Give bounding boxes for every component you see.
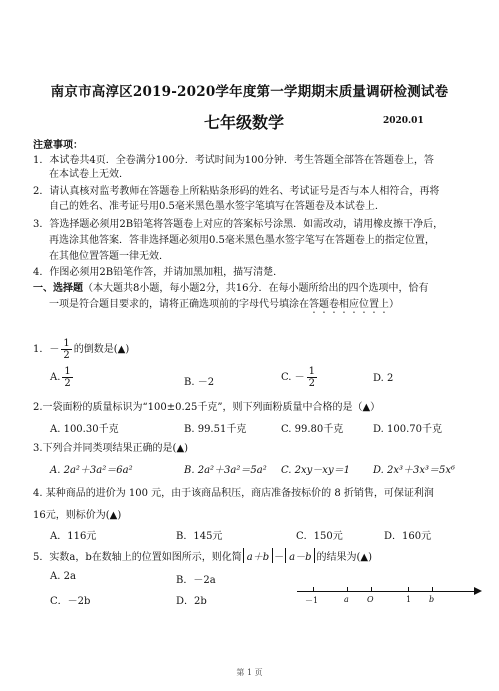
q2-option-d: D. 100.70千克 (373, 424, 443, 435)
exam-subtitle: 七年级数学 (204, 113, 285, 132)
note-line-7: 在其他位置答题一律无效． (49, 251, 169, 262)
label-b: b (429, 595, 435, 604)
q3-option-b: B. 2a²＋3a²＝5a² (184, 465, 267, 476)
q1-option-c-label: C. － (281, 372, 305, 383)
note-line-1: 1．本试卷共4页．全卷满分100分．考试时间为100分钟．考生答题全部答在答题卷上，答 (33, 155, 434, 166)
q1-option-c-fraction (307, 366, 317, 389)
question-4-line-2: 16元，则标价为(▲) (33, 510, 122, 521)
section-desc-1: （本大题共8小题，每小题2分，共16分．在每小题所给出的四个选项中，恰有 (83, 283, 429, 294)
note-line-4: 自己的姓名、准考证号用0.5毫米黑色墨水签字笔填写在答题卷及本试卷上． (49, 201, 385, 212)
q5-text-pre: 5．实数a，b在数轴上的位置如图所示，则化简 (33, 552, 242, 563)
q1-text: 的倒数是(▲) (73, 344, 130, 355)
q5-option-d: D．2b (176, 596, 207, 607)
note-line-8: 4．作图必须用2B铅笔作答，并请加黑加粗，描写清楚． (33, 267, 284, 278)
q5-abs-2: a－b (285, 548, 315, 563)
q1-option-a-label: A. (50, 372, 61, 383)
q3-option-a: A. 2a²＋3a²＝6a² (50, 465, 133, 476)
q1-denominator: 2 (63, 350, 70, 361)
q2-option-a: A. 100.30千克 (50, 424, 119, 435)
q1-option-b: B. －2 (184, 377, 215, 388)
q1-option-c-num: 1 (308, 366, 316, 377)
q1-option-a (50, 366, 75, 389)
q2-option-b: B. 99.51千克 (184, 424, 247, 435)
q1-option-a-num: 1 (64, 366, 71, 377)
q3-option-c: C. 2xy－xy＝1 (281, 465, 350, 476)
q5-option-c: C．－2b (50, 596, 91, 607)
question-1 (33, 338, 129, 361)
q1-option-d: D. 2 (373, 373, 394, 384)
question-3: 3.下列合并同类项结果正确的是(▲) (33, 443, 189, 454)
q1-option-c-den: 2 (308, 378, 316, 389)
section-desc-2a: 一项是符合题目要求的，请将正确选项前的字母代号填涂在 (49, 299, 309, 310)
label-origin: O (367, 595, 374, 604)
label-a: a (344, 595, 349, 604)
q1-number: 1． (33, 344, 50, 355)
section-desc-2b: 答题卷相应位置上 (309, 299, 389, 310)
tick-a (347, 587, 348, 591)
section-desc-line-2 (49, 298, 399, 316)
label-minus-one: －1 (305, 596, 319, 605)
q5-text-post: 的结果为(▲) (316, 552, 372, 563)
q3-option-d: D. 2x³＋3x³＝5x⁶ (373, 465, 456, 476)
q5-abs-1: a＋b (243, 548, 273, 563)
section-label: 一、选择题 (33, 283, 83, 294)
q1-option-c (281, 366, 319, 389)
q5-minus: － (274, 552, 285, 563)
q1-fraction (61, 338, 71, 361)
note-line-5: 3．答选择题必须用2B铅笔将答题卷上对应的答案标号涂黑．如需改动，请用橡皮擦干净后， (33, 219, 444, 230)
question-4-line-1: 4. 某种商品的进价为 100 元，由于该商品积压，商店准备按标价的 8 折销售，可保证利润 (33, 488, 434, 499)
note-line-2: 在本试卷上无效． (49, 169, 129, 180)
q5-option-a: A. 2a (50, 571, 76, 582)
tick-origin (371, 587, 372, 591)
q1-minus: － (49, 344, 60, 355)
number-line-axis (297, 591, 477, 592)
label-one: 1 (406, 595, 412, 604)
note-line-6: 再选涂其他答案．答非选择题必须用0.5毫米黑色墨水签字笔写在答题卷上的指定位置， (49, 235, 435, 246)
q1-option-a-fraction (62, 366, 72, 389)
exam-date: 2020.01 (383, 116, 424, 126)
q4-option-c: C．150元 (296, 531, 343, 542)
q4-option-b: B．145元 (176, 531, 223, 542)
q1-numerator: 1 (63, 338, 70, 349)
page-footer: 第 1 页 (236, 668, 263, 677)
section-header (33, 282, 428, 296)
exam-title: 南京市高淳区2019-2020学年度第一学期期末质量调研检测试卷 (50, 84, 449, 100)
tick-minus-one (313, 587, 314, 591)
q4-option-d: D．160元 (384, 531, 432, 542)
notes-heading: 注意事项： (33, 140, 83, 151)
question-2: 2.一袋面粉的质量标识为“100±0.25千克”，则下列面粉质量中合格的是（▲） (33, 402, 381, 413)
tick-one (408, 587, 409, 591)
number-line-figure (297, 581, 487, 611)
q5-option-b: B．－2a (176, 575, 216, 586)
tick-b (432, 587, 433, 591)
number-line-arrow-icon (474, 587, 482, 595)
q1-option-a-den: 2 (64, 378, 71, 389)
q2-option-c: C. 99.80千克 (281, 424, 344, 435)
question-5 (33, 548, 372, 563)
note-line-3: 2．请认真核对监考教师在答题卷上所粘贴条形码的姓名、考试证号是否与本人相符合，再将 (33, 186, 440, 197)
section-desc-2c: ） (389, 299, 399, 310)
q4-option-a: A．116元 (50, 531, 97, 542)
